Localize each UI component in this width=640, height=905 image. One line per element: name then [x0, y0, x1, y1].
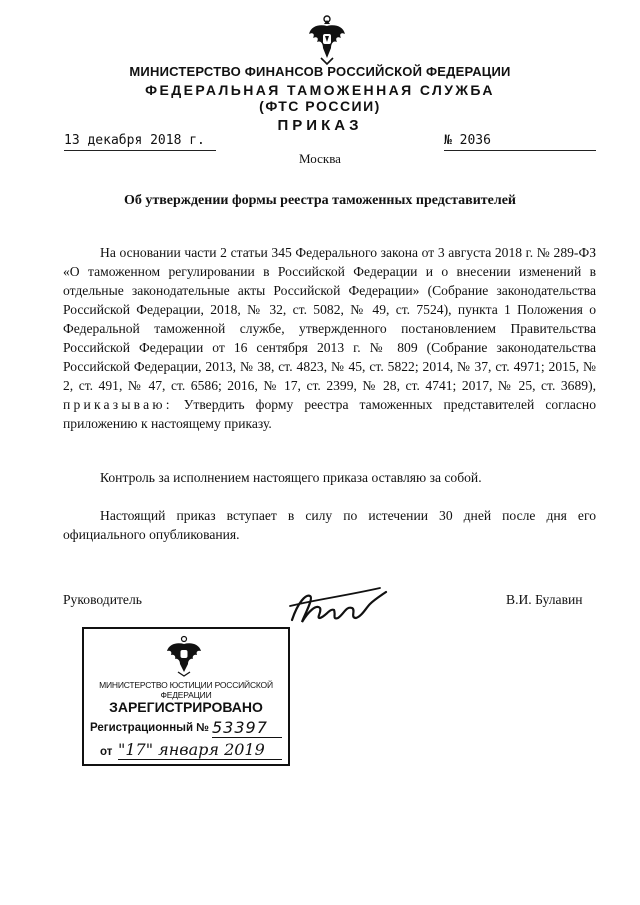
stamp-from-label: от: [100, 746, 113, 758]
stamp-coat-of-arms-icon: [162, 635, 206, 677]
order-word: приказываю:: [63, 397, 173, 412]
coat-of-arms-icon: [305, 14, 349, 66]
body-paragraph-control: Контроль за исполнением настоящего приказа оставляю за собой.: [100, 470, 482, 485]
service-name: ФЕДЕРАЛЬНАЯ ТАМОЖЕННАЯ СЛУЖБА: [145, 82, 495, 98]
stamp-registration-label: Регистрационный №: [90, 722, 210, 734]
document-city: Москва: [299, 151, 341, 166]
signatory-name: В.И. Булавин: [506, 592, 583, 607]
stamp-registered: ЗАРЕГИСТРИРОВАНО: [109, 699, 263, 715]
stamp-ministry: МИНИСТЕРСТВО ЮСТИЦИИ РОССИЙСКОЙ ФЕДЕРАЦИИ: [99, 680, 273, 700]
stamp-registration-number: 53397: [212, 718, 282, 738]
document-title: Об утверждении формы реестра таможенных представителей: [123, 193, 516, 208]
ministry-header: МИНИСТЕРСТВО ФИНАНСОВ РОССИЙСКОЙ ФЕДЕРАЦИИ: [129, 64, 511, 79]
body-paragraph-basis: [63, 243, 596, 433]
service-abbreviation: (ФТС РОССИИ): [259, 98, 381, 114]
document-type: ПРИКАЗ: [277, 117, 363, 134]
signatory-role: Руководитель: [63, 592, 142, 607]
stamp-registration-date: "17" января 2019: [118, 740, 282, 760]
item-approve: Утвердить форму реестра таможенных представителей согласно приложению к настоящему приказу.: [63, 397, 596, 431]
handwritten-signature: [284, 582, 394, 632]
body-paragraph-effect: Настоящий приказ вступает в силу по истечении 30 дней после дня его официального опубликования.: [63, 508, 596, 542]
document-date: 13 декабря 2018 г.: [64, 133, 216, 151]
basis-text: На основании части 2 статьи 345 Федерального закона от 3 августа 2018 г. № 289-ФЗ «О таможенном регулировании в Российской Федерации и о внесении изменений в отдельные законодательные акты Российской Федерации» (Собрание законодательства Российской Федерации, 2018, № 32, ст. 5082, № 49, ст. 7524), пункта 1 Положения о Федеральной таможенной службе, утвержденного постановлением Правительства Российской Федерации от 16 сентября 2013 г. № 809 (Собрание законодательства Российской Федерации, 2013, № 38, ст. 4823, № 45, ст. 5822; 2014, № 37, ст. 4971; 2015, № 2, ст. 491, № 47, ст. 6586; 2016, № 17, ст. 2399, № 28, ст. 4741; 2017, № 25, ст. 3689),: [63, 245, 596, 393]
registration-stamp: [82, 627, 290, 766]
document-number: № 2036: [444, 133, 596, 151]
